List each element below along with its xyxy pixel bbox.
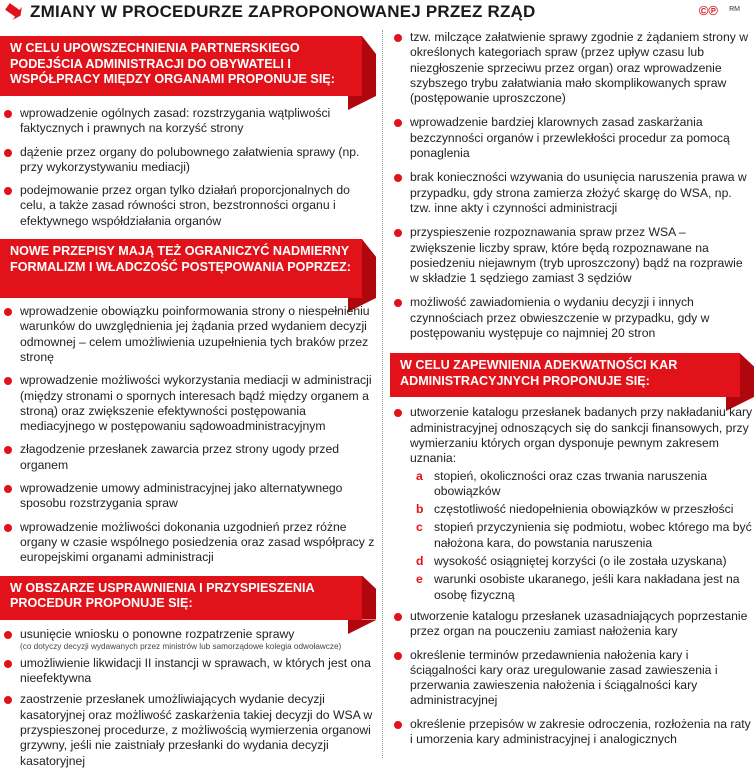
section-4-list	[390, 405, 754, 747]
banner-fold	[740, 353, 754, 397]
section-heading: W OBSZARZE USPRAWNIENIA I PRZYSPIESZENIA PROCEDUR PROPONUJE SIĘ:	[0, 576, 362, 620]
list-item	[390, 405, 754, 603]
section-heading: NOWE PRZEPISY MAJĄ TEŻ OGRANICZYĆ NADMIERNY FORMALIZM I WŁADCZOŚĆ POSTĘPOWANIA POPRZEZ:	[0, 239, 362, 298]
section-banner-4	[390, 353, 740, 397]
list-item: określenie przepisów w zakresie odroczenia, rozłożenia na raty i umorzenia kary administracyjnej i analogicznych	[390, 717, 754, 748]
publisher-logo: ©℗	[698, 3, 718, 18]
banner-fold	[362, 36, 376, 96]
list-item: możliwość zawiadomienia o wydaniu decyzji i innych czynnościach przez obwieszczenie w przypadku, gdy w postępowaniu występuje co najmniej 20 stron	[390, 295, 754, 341]
banner-fold	[362, 239, 376, 298]
list-item-text: usunięcie wniosku o ponowne rozpatrzenie sprawy	[20, 626, 295, 641]
left-column	[0, 30, 376, 769]
section-3-continued-list	[390, 30, 754, 341]
page-title: ZMIANY W PROCEDURZE ZAPROPONOWANEJ PRZEZ RZĄD	[30, 2, 536, 21]
sub-item	[410, 469, 754, 500]
list-item	[0, 627, 376, 652]
list-item: określenie terminów przedawnienia nałożenia kary i ściągalności kary oraz uregulowanie zasad zawieszenia i przerwania zawieszenia nałożenia i ściągalności kary administracyjnej	[390, 648, 754, 709]
banner-fold	[362, 576, 376, 620]
section-1-list	[0, 106, 376, 229]
list-item: tzw. milczące załatwienie sprawy zgodnie z żądaniem strony w określonych kategoriach spraw (przez upływ czasu lub niezgłoszenie sprzeciwu przez organ) oraz wprowadzenie szybszego trybu załatwiania mało skomplikowanych spraw (postępowanie uproszczone)	[390, 30, 754, 106]
list-item: zaostrzenie przesłanek umożliwiających wydanie decyzji kasatoryjnej oraz możliwość zaskarżenia takiej decyzji do WSA w przyspieszonej procedurze, z możliwością wymierzenia organowi grzywny, jeśli nie zaistniały przesłanki do wydania decyzji kasatoryjnej	[0, 692, 376, 768]
list-item: przyspieszenie rozpoznawania spraw przez WSA – zwiększenie liczby spraw, które będą rozpoznawane na posiedzeniu niejawnym (tryb uproszczony) bądź na rozprawie w składzie 1 sędziego zamiast 3 sędziów	[390, 225, 754, 286]
section-banner-2	[0, 239, 362, 298]
sub-item-text: stopień, okoliczności oraz czas trwania naruszenia obowiązków	[434, 468, 707, 498]
arrow-icon	[6, 3, 22, 19]
sub-item-text: częstotliwość niedopełnienia obowiązków w przeszłości	[434, 502, 734, 517]
sub-item-letter: a	[416, 468, 423, 483]
list-item: wprowadzenie bardziej klarownych zasad zaskarżania bezczynności organów i przewlekłości procedur za pomocą ponaglenia	[390, 115, 754, 161]
sub-item-letter: c	[416, 520, 423, 535]
section-3-list	[0, 627, 376, 769]
sub-item	[410, 554, 754, 569]
sub-item-text: wysokość osiągniętej korzyści (o ile została uzyskana)	[434, 554, 727, 569]
list-item: brak konieczności wzywania do usunięcia naruszenia prawa w przypadku, gdy strona zamierza złożyć skargę do WSA, np. tzw. inne akty i czynności administracji	[390, 170, 754, 216]
sub-item	[410, 520, 754, 551]
list-item: dążenie przez organy do polubownego załatwienia sprawy (np. przy wykorzystywaniu mediacji)	[0, 145, 376, 176]
section-banner-1	[0, 36, 362, 96]
list-item: wprowadzenie możliwości wykorzystania mediacji w administracji (między stronami o spornych interesach bądź między organem a stroną) oraz zwiększenie efektywności postępowania mediacyjnego w postępowaniu sądowoadministracyjnym	[0, 373, 376, 434]
sub-item-text: warunki osobiste ukaranego, jeśli kara nakładana jest na osobę fizyczną	[434, 572, 740, 602]
section-2-list	[0, 304, 376, 565]
sub-item-text: stopień przyczynienia się podmiotu, wobec którego ma być nałożona kara, do powstania naruszenia	[434, 520, 752, 550]
list-item: podejmowanie przez organ tylko działań proporcjonalnych do celu, a także zasad równości stron, bezstronności organu i efektywnego współdziałania organów	[0, 183, 376, 229]
list-item-text: utworzenie katalogu przesłanek badanych przy nakładaniu kary administracyjnej odnoszących się do sankcji finansowych, przy wymierzaniu których organ dysponuje pewnym zakresem uznania:	[410, 405, 753, 466]
sub-item-letter: b	[416, 502, 424, 517]
sub-item-letter: d	[416, 554, 424, 569]
header	[0, 0, 754, 26]
list-item: utworzenie katalogu przesłanek uzasadniających poprzestanie przez organ na pouczeniu zamiast nałożenia kary	[390, 609, 754, 640]
list-item: umożliwienie likwidacji II instancji w sprawach, w których jest ona nieefektywna	[0, 656, 376, 687]
list-item: wprowadzenie ogólnych zasad: rozstrzygania wątpliwości faktycznych i prawnych na korzyść strony	[0, 106, 376, 137]
criteria-sublist	[410, 469, 754, 603]
column-divider	[382, 30, 383, 758]
section-banner-3	[0, 576, 362, 620]
section-heading: W CELU ZAPEWNIENIA ADEKWATNOŚCI KAR ADMINISTRACYJNYCH PROPONUJE SIĘ:	[390, 353, 740, 397]
sub-item-letter: e	[416, 572, 423, 587]
list-item: wprowadzenie obowiązku poinformowania strony o niespełnieniu warunków do uwzględnienia jej żądania przed wydaniem decyzji odmownej – celem umożliwienia uzupełnienia tych braków przez stronę	[0, 304, 376, 365]
sub-item	[410, 572, 754, 603]
right-column	[390, 30, 754, 747]
list-item: złagodzenie przesłanek zawarcia przez strony ugody przed organem	[0, 442, 376, 473]
list-item: wprowadzenie umowy administracyjnej jako alternatywnego sposobu rozstrzygania spraw	[0, 481, 376, 512]
section-heading: W CELU UPOWSZECHNIENIA PARTNERSKIEGO PODEJŚCIA ADMINISTRACJI DO OBYWATELI I WSPÓŁPRACY MIĘDZY ORGANAMI PROPONUJE SIĘ:	[0, 36, 362, 96]
author-initials: RM	[729, 6, 740, 13]
list-item: wprowadzenie możliwości dokonania uzgodnień przez różne organy w czasie wspólnego posiedzenia oraz zasad współpracy z europejskimi organami administracji	[0, 520, 376, 566]
list-item-note: (co dotyczy decyzji wydawanych przez ministrów lub samorządowe kolegia odwoławcze)	[20, 641, 342, 651]
sub-item	[410, 502, 754, 517]
